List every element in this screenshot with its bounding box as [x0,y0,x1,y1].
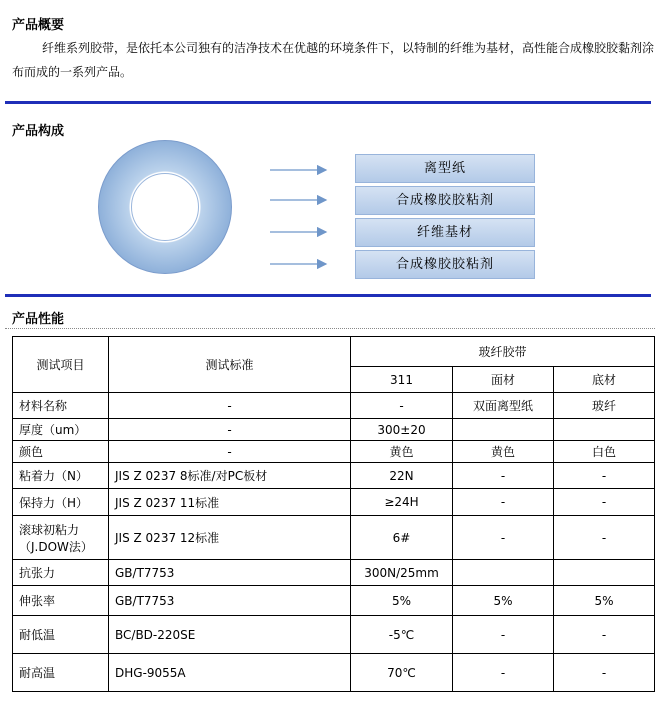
row-value-311: 22N [351,463,453,489]
table-row [13,654,655,692]
layer-adhesive-top: 合成橡胶胶粘剂 [355,186,535,215]
table-header-row [13,337,655,367]
section-divider [5,101,651,104]
row-value-face: 5% [453,586,554,616]
table-row [13,419,655,441]
table-row [13,393,655,419]
layer-fiber-substrate: 纤维基材 [355,218,535,247]
row-value-base: 5% [554,586,655,616]
row-value-base: 白色 [554,441,655,463]
row-value-base [554,560,655,586]
composition-title: 产品构成 [12,124,65,139]
row-item: 耐高温 [13,654,109,692]
row-value-311: 黄色 [351,441,453,463]
row-value-face: - [453,654,554,692]
row-value-base [554,419,655,441]
tape-roll-core [131,173,199,241]
table-row [13,560,655,586]
row-item: 厚度（um） [13,419,109,441]
row-value-face: - [453,489,554,516]
row-value-311: - [351,393,453,419]
row-item: 耐低温 [13,616,109,654]
table-row [13,489,655,516]
section-divider [5,294,651,297]
row-value-face [453,560,554,586]
row-value-face: 双面离型纸 [453,393,554,419]
row-item: 保持力（H） [13,489,109,516]
layer-release-paper: 离型纸 [355,154,535,183]
row-value-base: - [554,489,655,516]
layer-arrows [268,160,338,280]
row-standard: - [109,441,351,463]
row-value-face: - [453,516,554,560]
row-standard: JIS Z 0237 12标准 [109,516,351,560]
overview-title: 产品概要 [12,18,65,33]
table-row [13,463,655,489]
row-value-base: - [554,616,655,654]
row-value-311: 300±20 [351,419,453,441]
header-base: 底材 [554,367,655,393]
header-311: 311 [351,367,453,393]
row-value-311: 5% [351,586,453,616]
row-value-311: -5℃ [351,616,453,654]
row-value-311: 300N/25mm [351,560,453,586]
row-standard: - [109,419,351,441]
row-standard: GB/T7753 [109,586,351,616]
row-value-311: ≥24H [351,489,453,516]
row-value-face: 黄色 [453,441,554,463]
table-row [13,616,655,654]
row-value-311: 70℃ [351,654,453,692]
row-item: 滚球初粘力（J.DOW法） [13,516,109,560]
row-item: 抗张力 [13,560,109,586]
performance-table [12,336,655,692]
row-standard: JIS Z 0237 11标准 [109,489,351,516]
row-standard: JIS Z 0237 8标准/对PC板材 [109,463,351,489]
dotted-divider [5,328,655,329]
row-standard: DHG-9055A [109,654,351,692]
row-item: 颜色 [13,441,109,463]
row-standard: - [109,393,351,419]
layer-adhesive-bottom: 合成橡胶胶粘剂 [355,250,535,279]
row-value-base: - [554,463,655,489]
row-value-base: 玻纤 [554,393,655,419]
row-value-face [453,419,554,441]
table-row [13,516,655,560]
header-test-item: 测试项目 [13,337,109,393]
row-value-face: - [453,463,554,489]
row-value-face: - [453,616,554,654]
row-item: 粘着力（N） [13,463,109,489]
table-row [13,441,655,463]
row-standard: BC/BD-220SE [109,616,351,654]
overview-text: 纤维系列胶带，是依托本公司独有的洁净技术在优越的环境条件下，以特制的纤维为基材，高性能合成橡胶胶黏剂涂布而成的一系列产品。 [12,41,655,79]
row-item: 材料名称 [13,393,109,419]
row-value-base: - [554,654,655,692]
row-value-base: - [554,516,655,560]
table-row [13,586,655,616]
performance-title: 产品性能 [12,312,65,327]
row-value-311: 6# [351,516,453,560]
row-item: 伸张率 [13,586,109,616]
header-test-standard: 测试标准 [109,337,351,393]
row-standard: GB/T7753 [109,560,351,586]
header-product: 玻纤胶带 [351,337,655,367]
header-face: 面材 [453,367,554,393]
